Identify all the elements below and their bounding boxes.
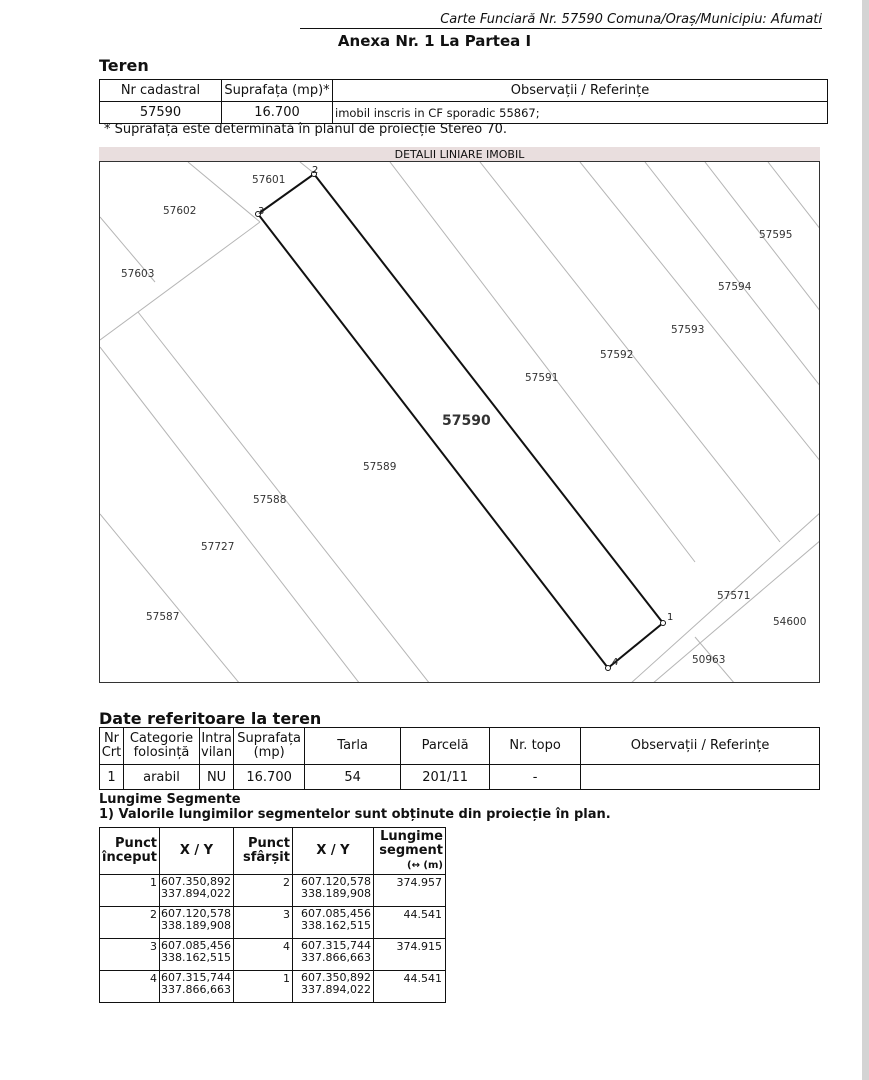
table-cell bbox=[292, 907, 373, 939]
table-cell: 1 bbox=[100, 875, 160, 907]
table-header-cell: Parcelă bbox=[401, 728, 490, 765]
table-cell: 1 bbox=[100, 765, 124, 790]
parcel-label: 50963 bbox=[692, 654, 726, 666]
parcel-label: 54600 bbox=[773, 616, 807, 628]
length-header-label: Lungime segment bbox=[379, 828, 443, 858]
table-row bbox=[100, 907, 446, 939]
table-header-cell: Nr cadastral bbox=[100, 80, 222, 102]
point-marker bbox=[661, 621, 666, 626]
main-parcel-label: 57590 bbox=[442, 413, 491, 429]
table-header-row bbox=[100, 728, 820, 765]
coord-x: 607.315,744 bbox=[161, 971, 231, 984]
table-header-cell: Nr. topo bbox=[490, 728, 581, 765]
table-cell: NU bbox=[200, 765, 234, 790]
coord-x: 607.085,456 bbox=[161, 939, 231, 952]
table-cell: 2 bbox=[100, 907, 160, 939]
table-header-cell: Tarla bbox=[305, 728, 401, 765]
segment-lengths-subtitle: 1) Valorile lungimilor segmentelor sunt obținute din proiecție în plan. bbox=[99, 807, 611, 822]
table-cell bbox=[292, 939, 373, 971]
table-cell: imobil inscris in CF sporadic 55867; bbox=[333, 102, 828, 124]
table-cell: 44.541 bbox=[373, 971, 445, 1003]
parcel-label: 57591 bbox=[525, 372, 559, 384]
coord-y: 338.162,515 bbox=[161, 951, 231, 964]
coord-x: 607.350,892 bbox=[161, 875, 231, 888]
segment-table bbox=[99, 827, 446, 1003]
table-header-cell: Nr Crt bbox=[100, 728, 124, 765]
table-cell bbox=[292, 875, 373, 907]
table-cell: 57590 bbox=[100, 102, 222, 124]
coord-y: 337.894,022 bbox=[161, 887, 231, 900]
table-cell bbox=[160, 907, 234, 939]
parcel-label: 57592 bbox=[600, 349, 634, 361]
parcel-label: 57588 bbox=[253, 494, 287, 506]
parcel-label: 57602 bbox=[163, 205, 197, 217]
point-label: 1 bbox=[667, 612, 674, 623]
table-header-row bbox=[100, 80, 828, 102]
table-row bbox=[100, 765, 820, 790]
coord-x: 607.120,578 bbox=[161, 907, 231, 920]
table-cell: 1 bbox=[233, 971, 292, 1003]
segment-lengths-title: Lungime Segmente bbox=[99, 792, 241, 807]
table-cell bbox=[581, 765, 820, 790]
table-cell: arabil bbox=[124, 765, 200, 790]
table-header-cell: Observații / Referințe bbox=[333, 80, 828, 102]
land-data-table bbox=[99, 727, 820, 790]
parcel-label: 57589 bbox=[363, 461, 397, 473]
table-header-cell: Categorie folosință bbox=[124, 728, 200, 765]
table-header-cell: Intra vilan bbox=[200, 728, 234, 765]
point-marker bbox=[606, 666, 611, 671]
point-label: 2 bbox=[312, 165, 319, 176]
coord-y: 338.189,908 bbox=[301, 887, 371, 900]
parcel-map-svg bbox=[100, 162, 820, 683]
page-edge bbox=[862, 0, 869, 1080]
map-title: DETALII LINIARE IMOBIL bbox=[99, 147, 820, 161]
table-cell bbox=[292, 971, 373, 1003]
segment-lengths-heading bbox=[99, 792, 611, 822]
table-header-cell: X / Y bbox=[160, 828, 234, 875]
coord-x: 607.085,456 bbox=[301, 907, 371, 920]
table-header-cell: Punct început bbox=[100, 828, 160, 875]
table-cell: 4 bbox=[100, 971, 160, 1003]
coord-y: 337.866,663 bbox=[301, 951, 371, 964]
table-header-cell: Suprafața (mp)* bbox=[222, 80, 333, 102]
coord-y: 338.162,515 bbox=[301, 919, 371, 932]
table-cell bbox=[160, 875, 234, 907]
table-row bbox=[100, 971, 446, 1003]
table-cell: 4 bbox=[233, 939, 292, 971]
coord-y: 338.189,908 bbox=[161, 919, 231, 932]
table-cell: 54 bbox=[305, 765, 401, 790]
coord-x: 607.120,578 bbox=[301, 875, 371, 888]
table-cell bbox=[160, 971, 234, 1003]
table-cell: 374.957 bbox=[373, 875, 445, 907]
table-cell: 2 bbox=[233, 875, 292, 907]
teren-title: Teren bbox=[99, 56, 149, 75]
table-cell: - bbox=[490, 765, 581, 790]
document-header: Carte Funciară Nr. 57590 Comuna/Oraș/Municipiu: Afumati bbox=[300, 12, 822, 29]
table-row bbox=[100, 102, 828, 124]
table-header-cell: Punct sfârșit bbox=[233, 828, 292, 875]
table-cell: 16.700 bbox=[234, 765, 305, 790]
parcel-label: 57727 bbox=[201, 541, 235, 553]
table-cell: 3 bbox=[100, 939, 160, 971]
parcel-label: 57593 bbox=[671, 324, 705, 336]
table-header-cell bbox=[373, 828, 445, 875]
table-cell: 201/11 bbox=[401, 765, 490, 790]
table-header-cell: Observații / Referințe bbox=[581, 728, 820, 765]
parcel-map bbox=[99, 161, 820, 683]
parcel-label: 57601 bbox=[252, 174, 286, 186]
length-header-unit: (↔ (m) bbox=[407, 859, 443, 871]
table-row bbox=[100, 939, 446, 971]
coord-y: 337.866,663 bbox=[161, 983, 231, 996]
table-cell: 44.541 bbox=[373, 907, 445, 939]
point-label: 3 bbox=[258, 206, 265, 217]
table-cell: 3 bbox=[233, 907, 292, 939]
table-cell: 16.700 bbox=[222, 102, 333, 124]
parcel-label: 57587 bbox=[146, 611, 180, 623]
annex-title: Anexa Nr. 1 La Partea I bbox=[337, 32, 532, 50]
table-row bbox=[100, 875, 446, 907]
table-header-cell: Suprafața (mp) bbox=[234, 728, 305, 765]
surface-note: * Suprafața este determinată în planul de proiecție Stereo 70. bbox=[104, 122, 508, 137]
teren-table bbox=[99, 79, 828, 124]
table-cell: 374.915 bbox=[373, 939, 445, 971]
parcel-label: 57603 bbox=[121, 268, 155, 280]
parcel-label: 57595 bbox=[759, 229, 793, 241]
parcel-label: 57594 bbox=[718, 281, 752, 293]
coord-x: 607.350,892 bbox=[301, 971, 371, 984]
point-label: 4 bbox=[612, 657, 619, 668]
table-header-cell: X / Y bbox=[292, 828, 373, 875]
date-teren-title: Date referitoare la teren bbox=[99, 709, 322, 728]
parcel-label: 57571 bbox=[717, 590, 751, 602]
coord-x: 607.315,744 bbox=[301, 939, 371, 952]
table-header-row bbox=[100, 828, 446, 875]
table-cell bbox=[160, 939, 234, 971]
coord-y: 337.894,022 bbox=[301, 983, 371, 996]
